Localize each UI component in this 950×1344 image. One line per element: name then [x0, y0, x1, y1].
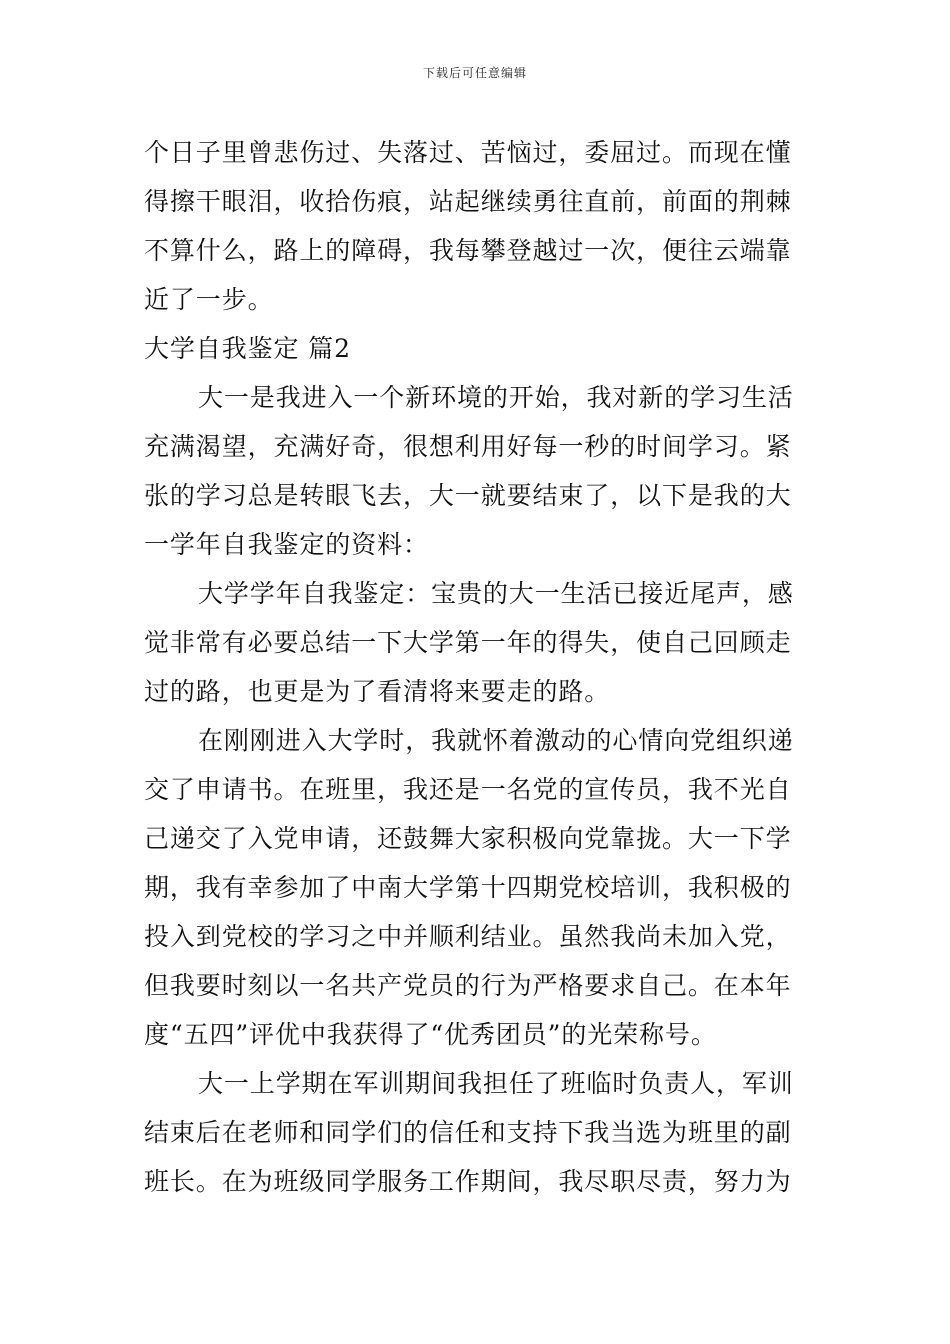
text-line: 充满渴望，充满好奇，很想利用好每一秒的时间学习。紧 — [144, 432, 792, 461]
text-line: 己递交了入党申请，还鼓舞大家积极向党靠拢。大一下学 — [144, 824, 792, 853]
text-line: 大学自我鉴定 篇2 — [144, 334, 351, 363]
text-line: 一学年自我鉴定的资料： — [144, 530, 429, 559]
document-body — [144, 128, 809, 1206]
paragraph-first-line: 大一上学期在军训期间我担任了班临时负责人，军训 — [198, 1069, 794, 1098]
text-line: 班长。在为班级同学服务工作期间，我尽职尽责，努力为 — [144, 1167, 792, 1196]
text-line: 投入到党校的学习之中并顺利结业。虽然我尚未加入党， — [144, 922, 792, 951]
paragraph-first-line: 大一是我进入一个新环境的开始，我对新的学习生活 — [198, 383, 794, 412]
text-line: 不算什么，路上的障碍，我每攀登越过一次，便往云端靠 — [144, 236, 792, 265]
page-header: 下载后可任意编辑 — [422, 66, 527, 80]
text-line: 近了一步。 — [144, 285, 274, 314]
text-line: 个日子里曾悲伤过、失落过、苦恼过，委屈过。而现在懂 — [144, 138, 792, 167]
text-line: 交了申请书。在班里，我还是一名党的宣传员，我不光自 — [144, 775, 792, 804]
text-line: 过的路，也更是为了看清将来要走的路。 — [144, 677, 611, 706]
text-line: 张的学习总是转眼飞去，大一就要结束了，以下是我的大 — [144, 481, 792, 510]
text-line: 得擦干眼泪，收拾伤痕，站起继续勇往直前，前面的荆棘 — [144, 187, 792, 216]
text-line: 结束后在老师和同学们的信任和支持下我当选为班里的副 — [144, 1118, 792, 1147]
paragraph-first-line: 大学学年自我鉴定：宝贵的大一生活已接近尾声，感 — [198, 579, 794, 608]
text-line: 但我要时刻以一名共产党员的行为严格要求自己。在本年 — [144, 971, 792, 1000]
text-line: 期，我有幸参加了中南大学第十四期党校培训，我积极的 — [144, 873, 792, 902]
text-line: 度“五四”评优中我获得了“优秀团员”的光荣称号。 — [144, 1020, 717, 1049]
text-line: 觉非常有必要总结一下大学第一年的得失，使自己回顾走 — [144, 628, 792, 657]
paragraph-first-line: 在刚刚进入大学时，我就怀着激动的心情向党组织递 — [198, 726, 794, 755]
